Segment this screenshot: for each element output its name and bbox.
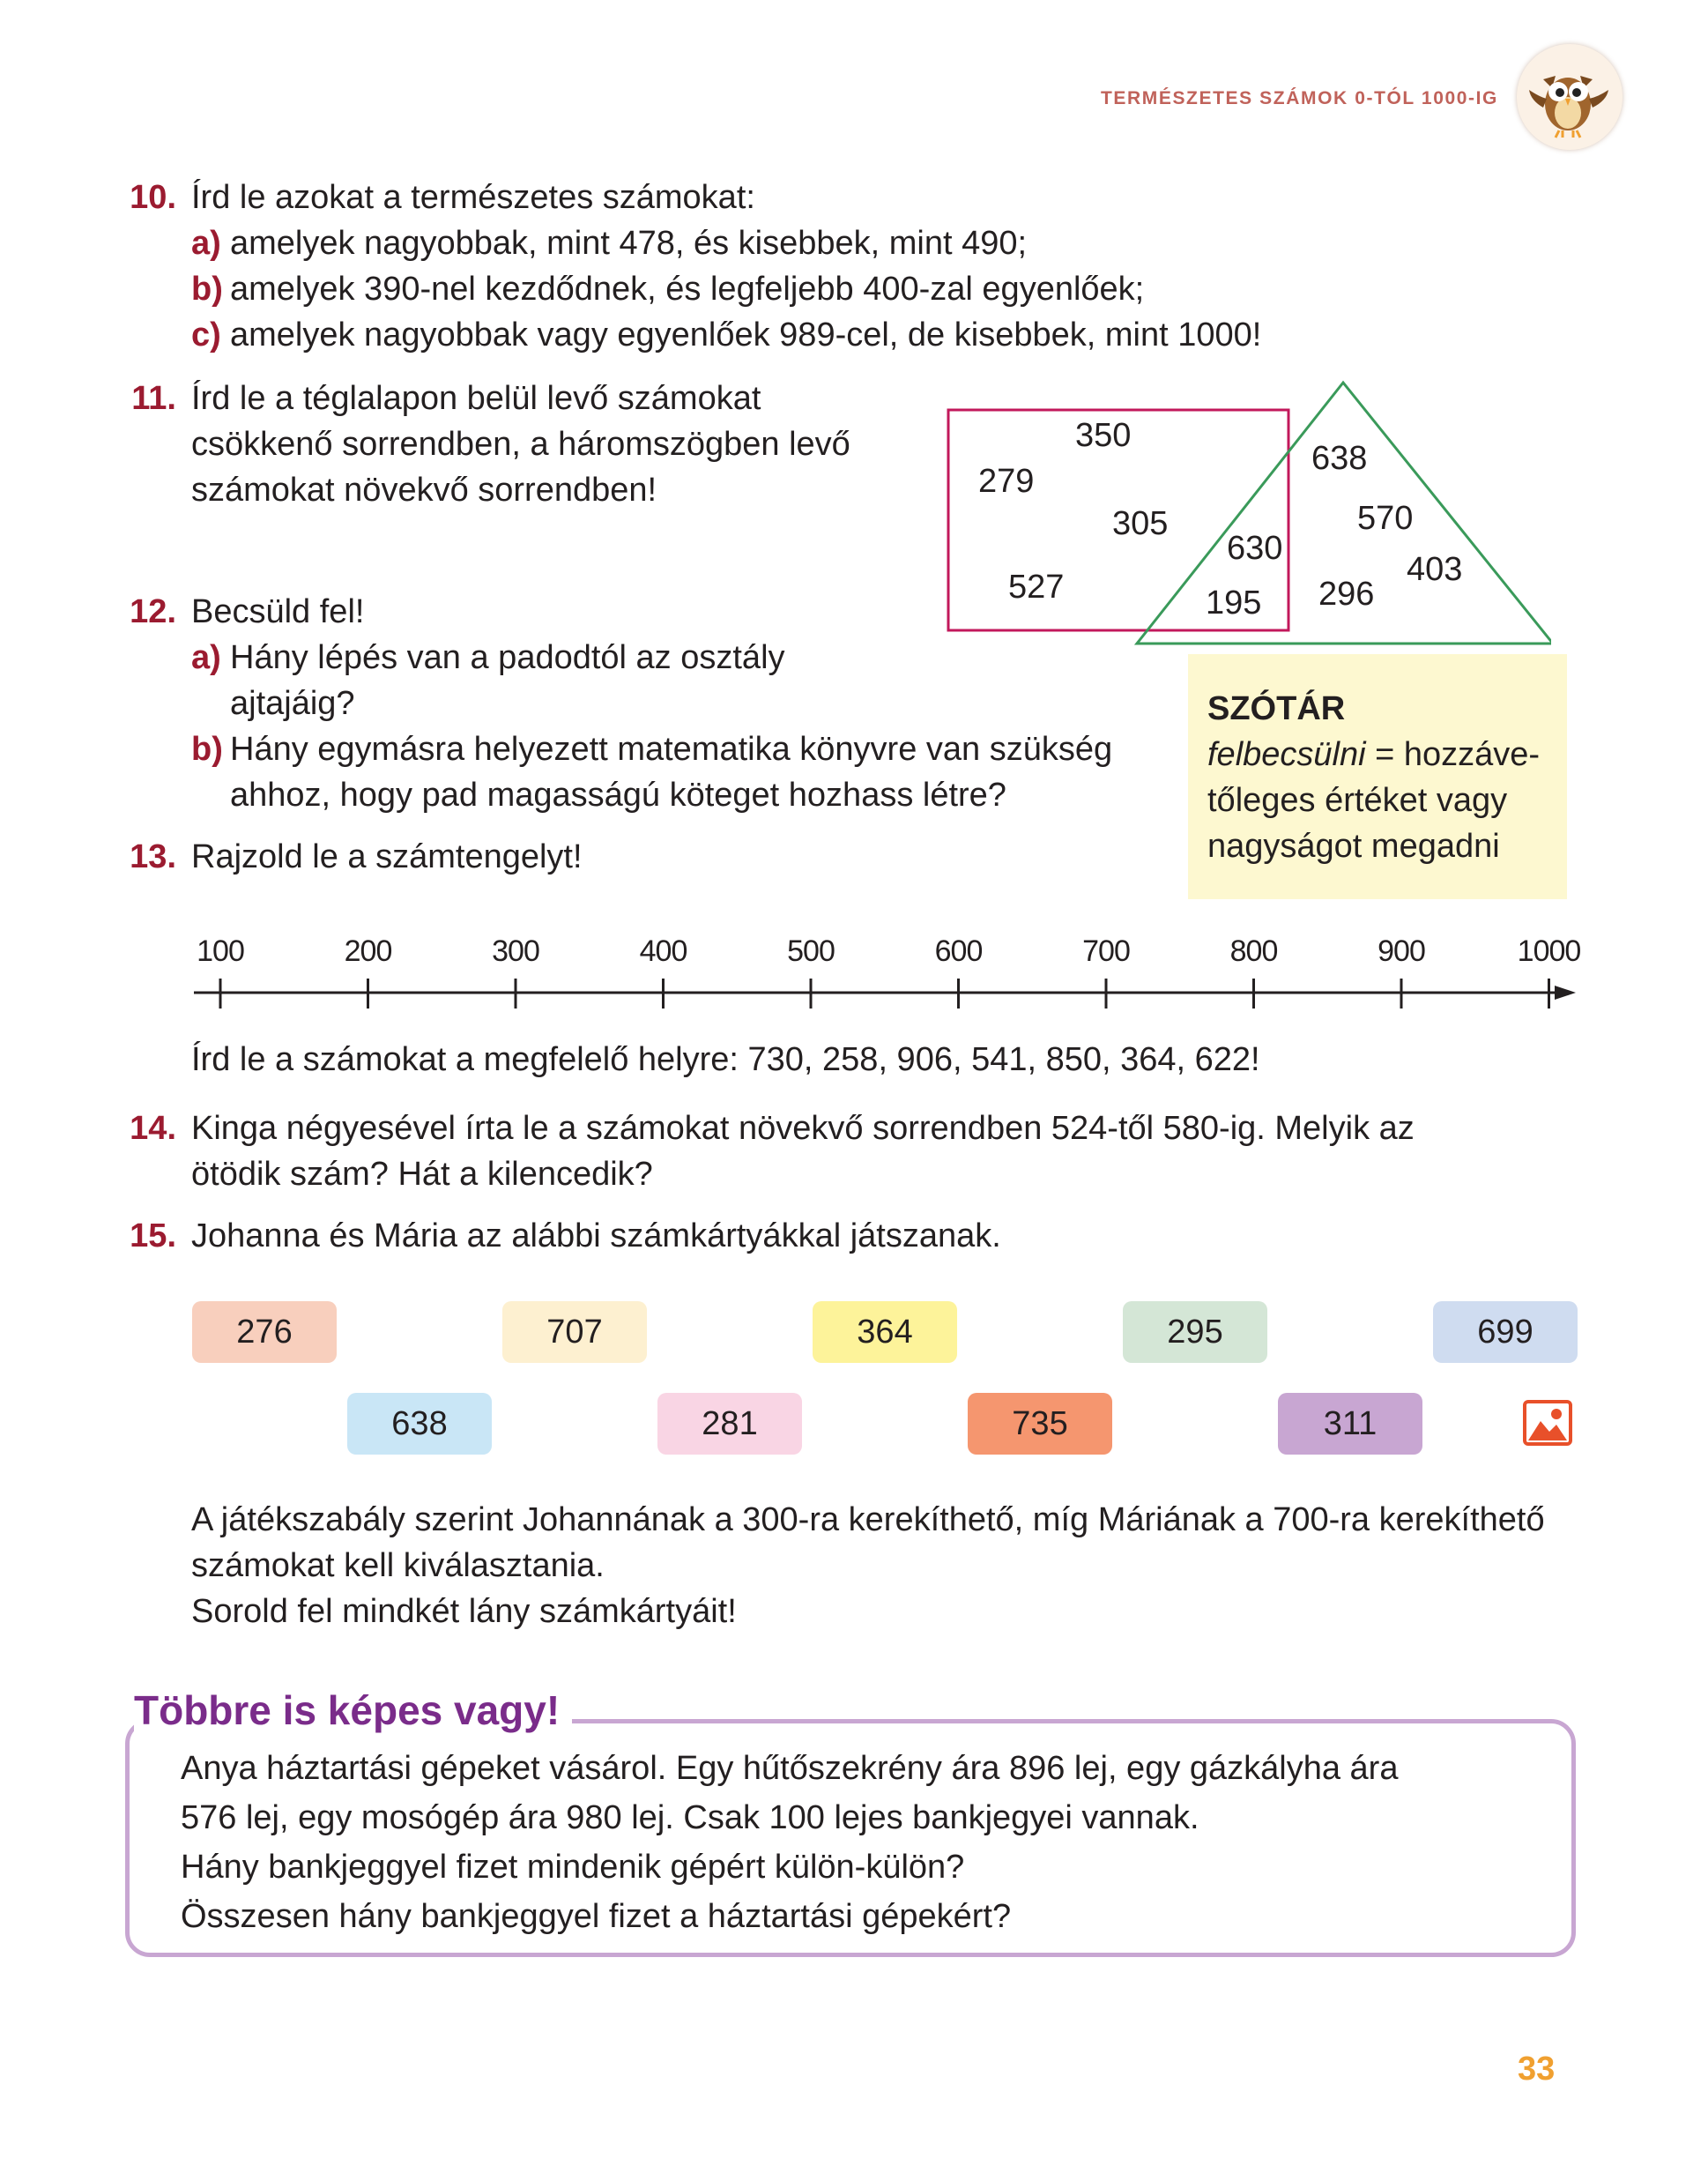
exercise-10-intro: Írd le azokat a természetes számokat: [191,179,755,216]
exercise-12a [191,635,785,681]
exercise-12a-cont: ajtajáig? [230,685,355,722]
exercise-13-text: Rajzold le a számtengelyt! [191,838,583,875]
dictionary-definition: nagyságot megadni [1207,828,1500,865]
challenge-line: 576 lej, egy mosógép ára 980 lej. Csak 100 lejes bankjegyei vannak. [181,1799,1199,1836]
dictionary-box [1188,654,1567,899]
figure-number: 350 [1075,417,1132,454]
rectangle-triangle-figure [934,377,1551,651]
exercise-12-intro: Becsüld fel! [191,593,365,630]
challenge-line: Hány bankjeggyel fizet mindenik gépért külön-külön? [181,1849,965,1886]
exercise-10a [191,220,1027,266]
dictionary-title: SZÓTÁR [1207,690,1346,727]
exercise-12-number: 12. [130,593,176,630]
figure-number: 638 [1311,440,1368,477]
number-line-tick-label: 800 [1229,934,1278,968]
exercise-12b-cont: ahhoz, hogy pad magasságú köteget hozhass létre? [230,777,1006,814]
number-line-tick-label: 900 [1378,934,1425,968]
exercise-15-number: 15. [130,1217,176,1254]
exercise-15-rule: A játékszabály szerint Johannának a 300-ra kerekíthető, míg Máriának a 700-ra kerekíthető [191,1501,1545,1538]
exercise-15-rule: Sorold fel mindkét lány számkártyáit! [191,1593,737,1630]
item-label: a) [191,639,221,676]
item-text: amelyek nagyobbak vagy egyenlőek 989-cel, de kisebbek, mint 1000! [230,316,1262,354]
number-line [176,924,1581,1021]
item-label: c) [191,316,221,354]
item-text: Hány lépés van a padodtól az osztály [230,639,785,676]
exercise-11-number: 11. [131,380,176,417]
number-card: 295 [1123,1301,1267,1363]
item-label: b) [191,271,223,308]
dictionary-term: felbecsülni [1207,736,1366,773]
exercise-11-line: csökkenő sorrendben, a háromszögben levő [191,426,850,463]
exercise-13-instruction: Írd le a számokat a megfelelő helyre: 730, 258, 906, 541, 850, 364, 622! [191,1041,1260,1078]
number-card: 638 [347,1393,492,1455]
figure-number: 279 [978,463,1035,500]
figure-number: 630 [1227,530,1283,567]
item-label: b) [191,731,223,768]
item-text: Hány egymásra helyezett matematika könyvre van szükség [230,731,1113,768]
number-card: 276 [192,1301,337,1363]
number-line-tick-label: 100 [197,934,244,968]
figure-number: 403 [1407,551,1463,588]
number-card: 364 [813,1301,957,1363]
number-line-tick-label: 200 [344,934,392,968]
dictionary-def: = hozzáve- [1365,736,1541,773]
exercise-14-number: 14. [130,1110,176,1147]
number-line-tick-label: 1000 [1517,934,1581,968]
exercise-11-line: számokat növekvő sorrendben! [191,472,657,509]
exercise-13-number: 13. [130,838,176,875]
figure-number: 195 [1206,584,1262,622]
exercise-12b [191,726,1112,772]
number-line-tick-label: 600 [934,934,983,968]
item-text: amelyek 390-nel kezdődnek, és legfeljebb 400-zal egyenlőek; [230,271,1145,308]
page-number: 33 [1518,2051,1556,2088]
number-card: 707 [502,1301,647,1363]
number-line-tick-label: 400 [639,934,687,968]
number-card: 699 [1433,1301,1578,1363]
exercise-15-intro: Johanna és Mária az alábbi számkártyákkal játszanak. [191,1217,1001,1254]
number-line-tick-label: 700 [1082,934,1130,968]
challenge-line: Összesen hány bankjeggyel fizet a háztartási gépekért? [181,1898,1012,1935]
figure-number: 570 [1357,500,1414,537]
exercise-15-rule: számokat kell kiválasztania. [191,1547,605,1584]
challenge-title: Többre is képes vagy! [134,1684,572,1737]
number-line-tick-label: 500 [787,934,835,968]
exercise-10-number: 10. [130,179,176,216]
figure-number: 305 [1112,505,1169,542]
exercise-10c [191,312,1261,358]
chapter-title: TERMÉSZETES SZÁMOK 0-TÓL 1000-IG [1100,88,1498,108]
exercise-14-line: Kinga négyesével írta le a számokat növekvő sorrendben 524-től 580-ig. Melyik az [191,1110,1415,1147]
exercise-11-line: Írd le a téglalapon belül levő számokat [191,380,761,417]
dictionary-definition: tőleges értéket vagy [1207,782,1508,819]
number-card: 281 [657,1393,802,1455]
number-card: 311 [1278,1393,1422,1455]
figure-number: 296 [1318,576,1375,613]
item-text: amelyek nagyobbak, mint 478, és kisebbek, mint 490; [230,225,1028,262]
exercise-10b [191,266,1144,312]
dictionary-definition [1207,732,1540,778]
owl-mascot-icon [1517,44,1623,150]
figure-number: 527 [1008,569,1065,606]
number-line-arrow [1555,986,1576,1000]
number-card: 735 [968,1393,1112,1455]
image-icon[interactable] [1523,1400,1572,1446]
exercise-14-line: ötödik szám? Hát a kilencedik? [191,1156,653,1193]
number-line-tick-label: 300 [492,934,539,968]
item-label: a) [191,225,221,262]
challenge-line: Anya háztartási gépeket vásárol. Egy hűtőszekrény ára 896 lej, egy gázkályha ára [181,1750,1399,1787]
